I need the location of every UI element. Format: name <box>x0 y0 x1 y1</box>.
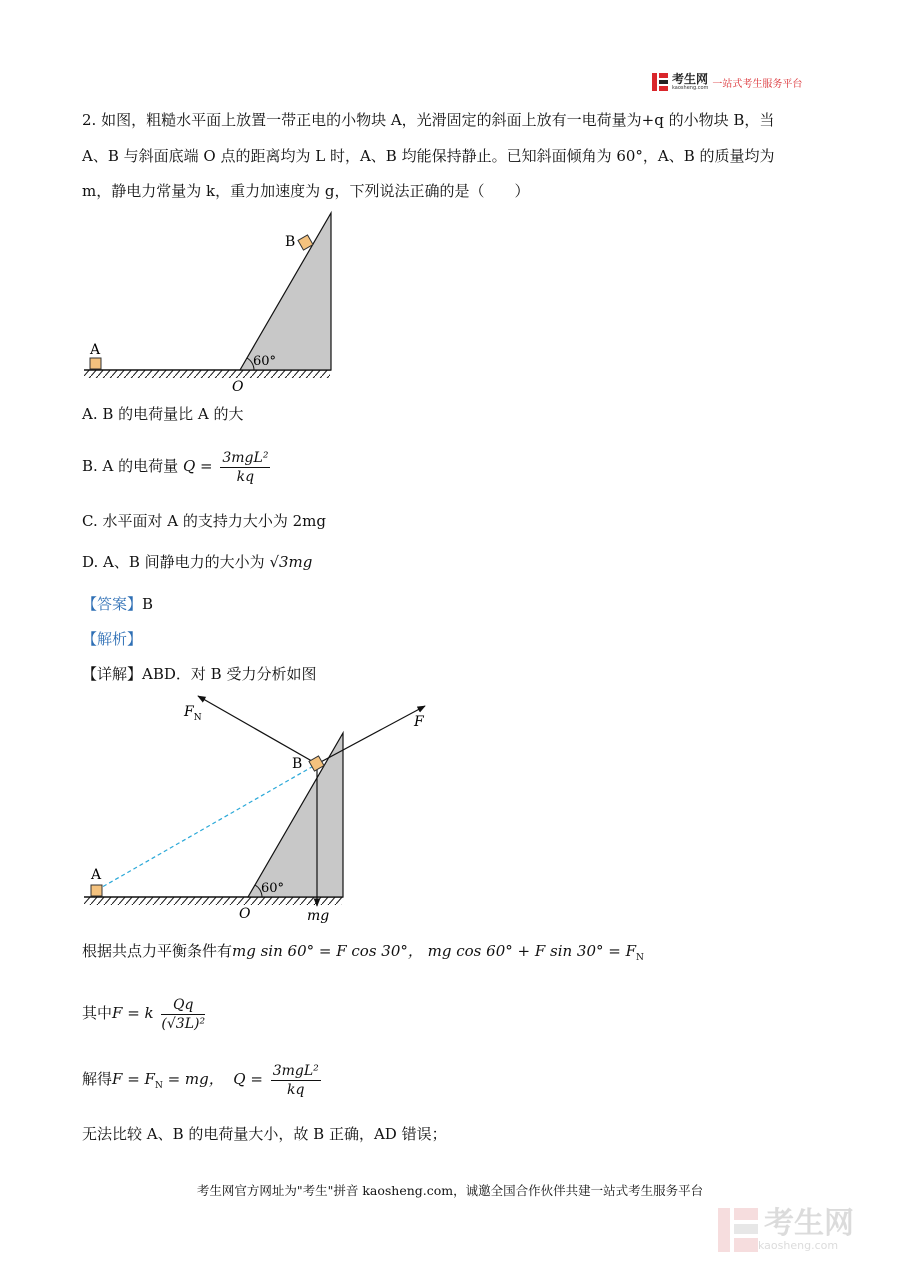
question-line-1: 2. 如图，粗糙水平面上放置一带正电的小物块 A，光滑固定的斜面上放有一电荷量为+q 的小物块 B，当 <box>82 111 775 129</box>
eq2-prefix: 其中 <box>82 1004 113 1022</box>
eq2-denominator: (√3L)² <box>161 1015 206 1032</box>
eq3-lhs: Q = <box>233 1070 263 1088</box>
label-A: A <box>90 342 101 358</box>
option-B-numerator: 3mgL² <box>222 449 269 466</box>
solution-eq2 <box>82 991 208 1035</box>
eq3-numerator: 3mgL² <box>272 1062 319 1079</box>
option-A: A. B 的电荷量比 A 的大 <box>82 405 244 423</box>
label-O: O <box>232 379 244 395</box>
label-B-2: B <box>292 756 303 772</box>
label-angle-2: 60° <box>261 881 285 896</box>
option-D-value: √3mg <box>269 553 313 571</box>
eq3-prefix: 解得 <box>82 1070 113 1088</box>
label-A-2: A <box>91 867 102 883</box>
option-B-prefix: B. A 的电荷量 <box>82 457 179 475</box>
eq3-a: F = F <box>112 1070 155 1088</box>
eq3-denominator: kq <box>287 1081 305 1098</box>
watermark-text: 考生网 <box>764 1205 854 1241</box>
analysis-label: 【解析】 <box>82 630 143 648</box>
detail-text: ABD．对 B 受力分析如图 <box>142 665 317 683</box>
question-line-2: A、B 与斜面底端 O 点的距离均为 L 时，A、B 均能保持静止。已知斜面倾角为 60°，A、B 的质量均为 <box>82 147 775 165</box>
label-F: F <box>414 714 424 730</box>
eq1-prefix: 根据共点力平衡条件有 <box>82 942 233 960</box>
footer-text: 考生网官方网址为"考生"拼音 kaosheng.com，诚邀全国合作伙伴共建一站式考生服务平台 <box>196 1183 704 1198</box>
block-A-2 <box>91 885 102 896</box>
question-line-3: m，静电力常量为 k，重力加速度为 g，下列说法正确的是（ ） <box>82 182 530 200</box>
watermark <box>718 1205 854 1252</box>
solution-eq3 <box>82 1057 324 1108</box>
label-O-2: O <box>239 906 251 922</box>
eq3-b: = mg， <box>162 1070 224 1088</box>
eq3-fraction <box>271 1062 321 1099</box>
brand-slogan: 一站式考生服务平台 <box>712 78 803 90</box>
brand-name: 考生网 <box>672 72 709 86</box>
label-angle: 60° <box>253 354 277 369</box>
eq3-a-sub: N <box>154 1081 163 1091</box>
eq2-numerator: Qq <box>161 996 205 1015</box>
eq2-lhs: F = k <box>112 1004 154 1022</box>
eq1-body: mg sin 60° = F cos 30°， mg cos 60° + F sin 30° = F <box>232 942 637 960</box>
eq2-fraction <box>161 996 205 1033</box>
ground-hatch-2 <box>84 897 342 905</box>
brand-site: kaosheng.com <box>672 85 709 91</box>
eq1-sub: N <box>636 953 644 963</box>
answer-value: B <box>142 595 154 613</box>
label-B: B <box>285 234 296 250</box>
watermark-site: kaosheng.com <box>758 1238 839 1252</box>
detail-label: 【详解】 <box>82 665 143 683</box>
label-FN: $F_N$ <box>184 704 202 723</box>
option-B-denominator: kq <box>236 468 255 485</box>
option-C: C. 水平面对 A 的支持力大小为 2mg <box>82 512 326 530</box>
option-D-prefix: D. A、B 间静电力的大小为 <box>82 553 265 571</box>
force-FN-arrow <box>198 696 317 764</box>
watermark-logo-icon <box>718 1208 758 1252</box>
label-mg: mg <box>307 908 330 924</box>
answer-label: 【答案】 <box>82 595 143 613</box>
force-F-arrow <box>317 706 425 764</box>
option-B-lhs: Q = <box>182 457 213 475</box>
solution-conclusion: 无法比较 A、B 的电荷量大小，故 B 正确，AD 错误； <box>82 1125 447 1143</box>
solution-eq1 <box>82 941 644 968</box>
